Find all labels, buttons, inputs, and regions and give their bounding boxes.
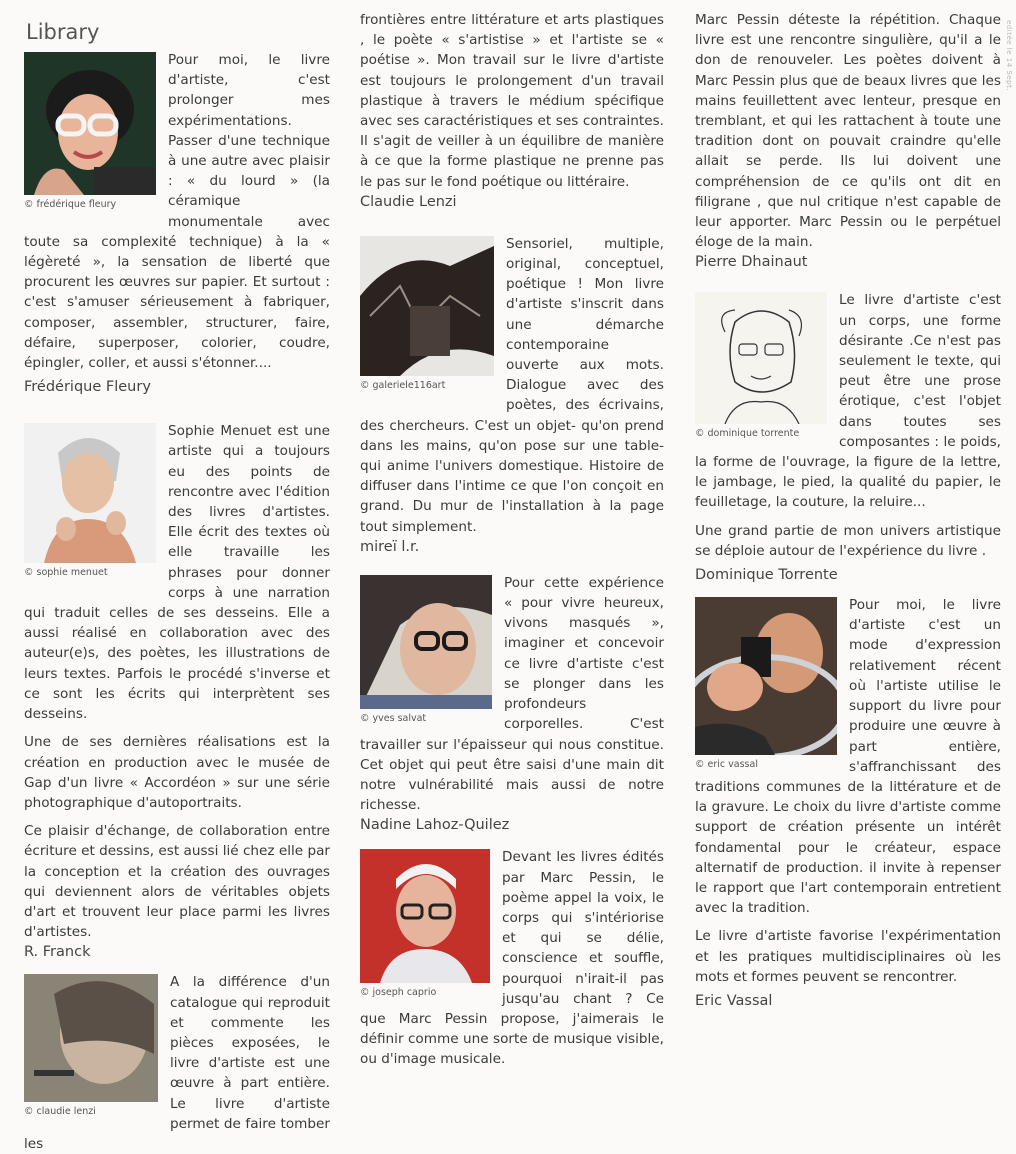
- block-lahoz: [360, 573, 664, 835]
- body-text: Une de ses dernières réalisations est la création en production avec le musée de Gap d'un livre « Accordéon » sur une série photographique d'autoportraits.: [24, 734, 330, 811]
- block-lenzi-start: [24, 972, 330, 1154]
- block-caprio: [360, 847, 664, 1069]
- column-2: [360, 10, 664, 1070]
- body-text: A la différence d'un catalogue qui reproduit et commente les pièces exposées, le livre d'artiste est une œuvre à part entière. Le livre d'artiste permet de faire tomber les: [24, 974, 330, 1152]
- block-dhainaut: [695, 10, 1001, 272]
- body-text: Devant les livres édités par Marc Pessin, le poème appel la voix, le corps qui s'intériorise et qui se délie, conscience et souffle, pourquoi n'irait-il pas jusqu'au chant ? Ce que Marc Pessin propose, j'aimerais le définir comme une sorte de musique visible, ou d'image musicale.: [360, 849, 664, 1068]
- photo-frame: [695, 597, 837, 771]
- signature: Nadine Lahoz-Quilez: [360, 817, 510, 834]
- portrait-salvat-photo: [360, 575, 492, 709]
- photo-frame: [695, 292, 827, 440]
- photo-credit: © claudie lenzi: [24, 1106, 96, 1118]
- block-mirei: [360, 234, 664, 557]
- block-vassal: [695, 595, 1001, 1011]
- body-text: Pour moi, le livre d'artiste, c'est prolonger mes expérimentations. Passer d'une technique à une autre avec plaisir : « du lourd » (la céramique monumentale avec toute sa complexité technique) à la « légèreté », la sensation de liberté que procurent les œuvres sur papier. Et surtout : c'est s'amuser sérieusement à fabriquer, composer, assembler, structurer, faire, défaire, superposer, colorier, coudre, épingler, coller, et aussi s'étonner....: [24, 52, 330, 372]
- body-text: Pour moi, le livre d'artiste c'est un mode d'expression relativement récent où l'artiste utilise le support du livre pour produire une œuvre à part entière, s'affranchissant des traditions communes de la littérature et de la gravure. Le choix du livre d'artiste comme support de création présente un intérêt fondamental pour le créateur, espace alternatif de production. il invite à repenser le rapport que l'art contemporain entretient avec la tradition.: [695, 597, 1001, 917]
- page-title: Library: [26, 20, 100, 44]
- photo-frame: [24, 974, 158, 1118]
- signature: Claudie Lenzi: [360, 193, 457, 210]
- signature: mireï l.r.: [360, 538, 420, 555]
- photo-frame: [360, 849, 490, 999]
- photo-credit: © joseph caprio: [360, 987, 437, 999]
- column-3: [695, 10, 1001, 1011]
- body-text: Ce plaisir d'échange, de collaboration entre écriture et dessins, est aussi lié chez elle par la conception et la création des ouvrages qui deviennent alors de véritables objets d'art et trouvent leur place parmi les livres d'artistes.: [24, 823, 331, 941]
- portrait-lenzi-photo: [24, 974, 158, 1102]
- photo-credit: © dominique torrente: [695, 428, 800, 440]
- artwork-galeriele116art-photo: [360, 236, 494, 376]
- portrait-vassal-photo: [695, 597, 837, 755]
- photo-frame: [360, 236, 494, 392]
- signature: Frédérique Fleury: [24, 379, 151, 396]
- body-text: Sophie Menuet est une artiste qui a toujours eu des points de rencontre avec l'édition des livres d'artistes. Elle écrit des textes où elle travaille les phrases pour donner corps à une narration qui traduit celles de ses desseins. Elle a aussi réalisé en collaboration avec des auteur(e)s, des poètes, les illustrations de leurs textes. Parfois le procédé s'inverse et ce sont les écrits qui interprètent ses desseins.: [24, 423, 330, 723]
- photo-credit: © galeriele116art: [360, 379, 446, 391]
- body-text: Marc Pessin déteste la répétition. Chaque livre est une rencontre singulière, qu'il a le don de renouveler. Les poètes doivent à Marc Pessin plus que de beaux livres que les mains feuillettent avec lenteur, presque en tremblant, et qui les rattachent à toute une tradition dont on pouvait craindre qu'elle allait se perde. Ils lui doivent une compréhension de ce qu'ils ont dit en filigrane , que nul critique n'est capable de leur apporter. Marc Pessin ou le perpétuel éloge de la main.: [695, 12, 1001, 251]
- body-text: Le livre d'artiste c'est un corps, une forme désirante .Ce n'est pas seulement le texte, qui peut être une prose érotique, c'est l'objet dans toutes ses composantes : le poids, la forme de l'ouvrage, la figure de la lettre, le jambage, le pied, la qualité du papier, le feuilletage, la couture, la reluire...: [695, 292, 1001, 511]
- body-text: Le livre d'artiste favorise l'expérimentation et les pratiques multidisciplinaires où les mots et formes peuvent se rencontrer.: [695, 928, 1001, 985]
- drawing-torrente-photo: [695, 292, 827, 424]
- body-text: Sensoriel, multiple, original, conceptuel, poétique ! Mon livre d'artiste s'inscrit dans une démarche contemporaine ouverte aux mots. Dialogue avec des poètes, des écrivains, des chercheurs. C'est un objet- qu'on prend dans les mains, qu'on pose sur une table- qui anime l'univers domestique. Histoire de diffuser dans l'intime ce que l'on conçoit en grand. Du mur de l'installation à la page tout simplement.: [360, 235, 664, 535]
- body-text: Une grand partie de mon univers artistique se déploie autour de l'expérience du livre .: [695, 522, 1001, 559]
- signature: Eric Vassal: [695, 992, 773, 1009]
- photo-credit: © eric vassal: [695, 759, 758, 771]
- signature: Dominique Torrente: [695, 567, 838, 584]
- block-lenzi-end: [360, 10, 664, 212]
- signature: Pierre Dhainaut: [695, 254, 808, 271]
- signature: R. Franck: [24, 944, 91, 961]
- body-text: Pour cette expérience « pour vivre heureux, vivons masqués », imaginer et concevoir ce livre d'artiste c'est se plonger dans les profondeurs corporelles. C'est travailler sur l'épaisseur qui nous constitue. Cet objet qui peut être saisi d'une main dit notre vulnérabilité mais aussi de notre richesse.: [360, 574, 664, 814]
- portrait-fleury-photo: [24, 52, 156, 195]
- photo-credit: © frédérique fleury: [24, 199, 117, 210]
- column-1: [24, 10, 330, 1154]
- block-fleury: [24, 50, 330, 397]
- portrait-menuet-photo: [24, 423, 156, 563]
- photo-frame: [24, 423, 156, 579]
- block-torrente: [695, 290, 1001, 585]
- photo-credit: © yves salvat: [360, 712, 427, 724]
- side-note: editée le 14 Sept.: [1005, 20, 1013, 92]
- portrait-caprio-photo: [360, 849, 490, 983]
- body-text: frontières entre littérature et arts plastiques , le poète « s'artistise » et l'artiste se « poétise ». Mon travail sur le livre d'artiste est toujours le prolongement d'un travail plastique à travers le médium spécifique avec ses caractéristiques et ses contraintes. Il s'agit de veiller à un équilibre de manière à ce que la forme plastique ne prenne pas le pas sur le fond poétique ou littéraire.: [360, 12, 664, 190]
- photo-frame: [24, 52, 156, 211]
- block-menuet: [24, 421, 330, 962]
- photo-frame: [360, 575, 492, 725]
- photo-credit: © sophie menuet: [24, 567, 108, 579]
